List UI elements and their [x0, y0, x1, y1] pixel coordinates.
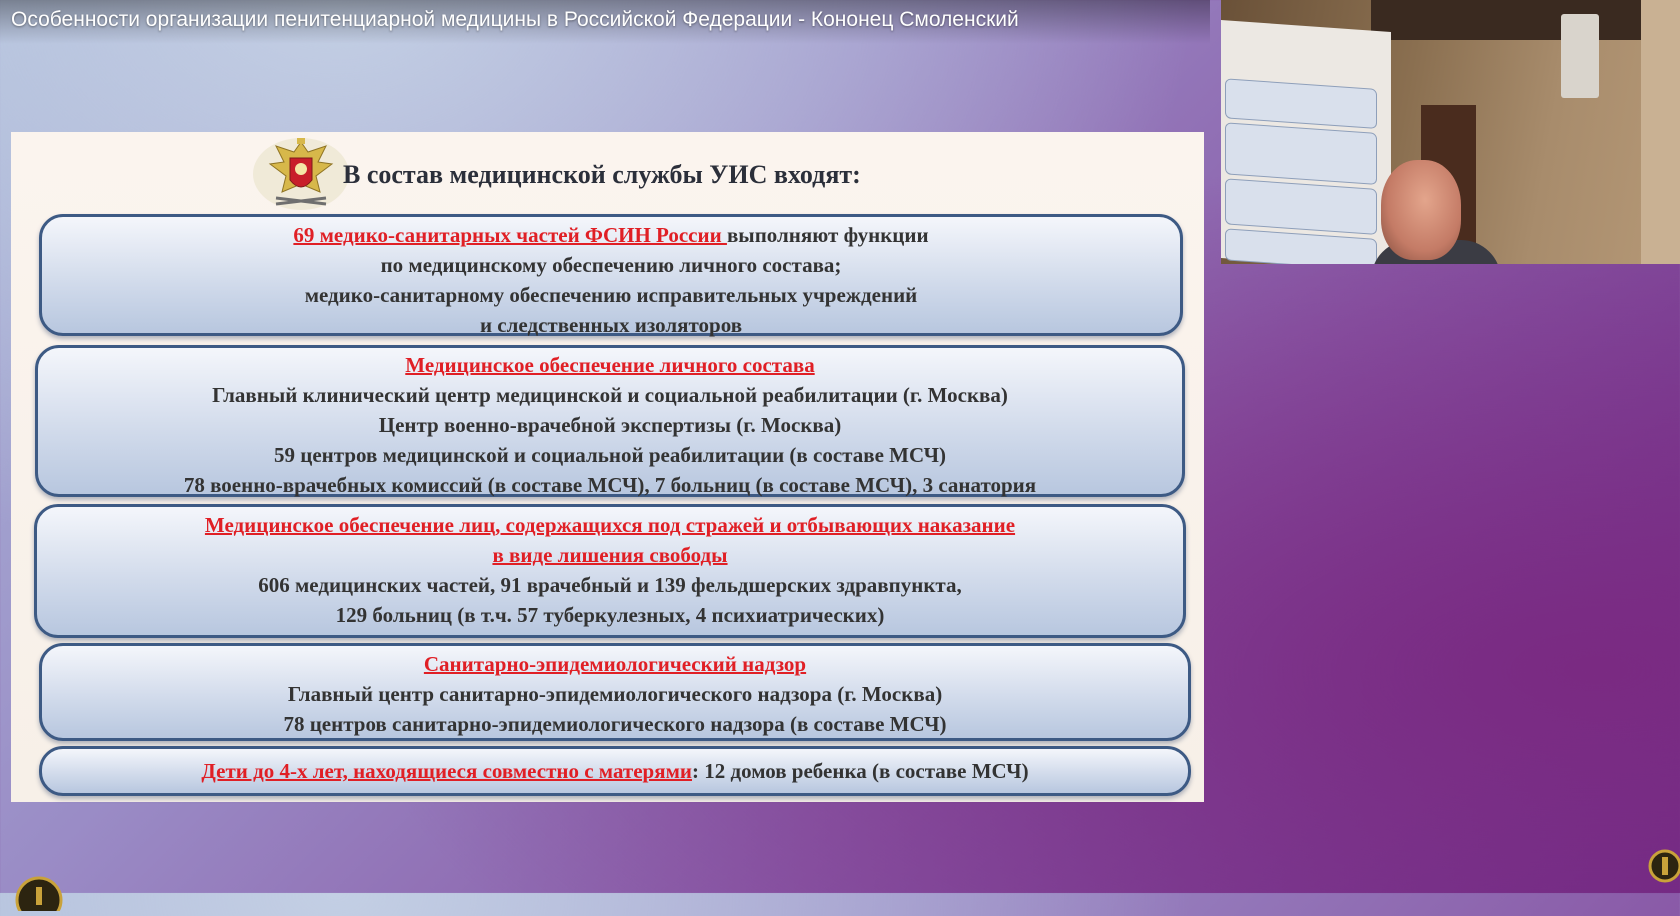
staff-medical-box	[35, 345, 1185, 497]
video-title[interactable]: Особенности организации пенитенциарной медицины в Российской Федерации - Кононец Смоленский	[11, 8, 1019, 31]
webcam-slide-box	[1225, 78, 1377, 129]
webcam-wall	[1641, 0, 1680, 264]
video-title-bar	[0, 0, 1210, 44]
sanitary-supervision-box	[39, 643, 1191, 741]
webcam-wall-speaker	[1561, 14, 1599, 98]
staff-medical-line-2: Центр военно-врачебной экспертизы (г. Москва)	[378, 413, 842, 437]
msch-line-3: медико-санитарному обеспечению исправительных учреждений	[304, 283, 918, 307]
detainee-medical-header-1: Медицинское обеспечение лиц, содержащихся под стражей и отбывающих наказание	[204, 513, 1016, 537]
msch-red-text: 69 медико-санитарных частей ФСИН России	[293, 223, 727, 247]
detainee-medical-box	[34, 504, 1186, 638]
webcam-slide-box	[1225, 228, 1377, 264]
sanitary-supervision-line-2: 78 центров санитарно-эпидемиологического надзора (в составе МСЧ)	[283, 712, 947, 736]
staff-medical-line-1: Главный клинический центр медицинской и социальной реабилитации (г. Москва)	[212, 383, 1008, 407]
msch-line-4: и следственных изоляторов	[479, 313, 743, 337]
msch-box	[39, 214, 1183, 336]
staff-medical-line-4: 78 военно-врачебных комиссий (в составе МСЧ), 7 больниц (в составе МСЧ), 3 санатория	[183, 473, 1037, 497]
webcam-speaker-head	[1381, 160, 1461, 260]
webcam-slide-box	[1225, 122, 1377, 185]
children-line	[42, 756, 1188, 786]
speaker-webcam-feed	[1221, 0, 1680, 264]
staff-medical-header: Медицинское обеспечение личного состава	[405, 353, 815, 377]
msch-line-1-rest: выполняют функции	[726, 223, 929, 247]
msch-line-2: по медицинскому обеспечению личного состава;	[380, 253, 842, 277]
detainee-medical-line-2: 129 больниц (в т.ч. 57 туберкулезных, 4 психиатрических)	[335, 603, 885, 627]
channel-logo-icon	[1646, 848, 1680, 884]
presentation-slide	[11, 132, 1204, 802]
children-red-text: Дети до 4-х лет, находящиеся совместно с матерями	[201, 759, 692, 783]
fsin-eagle-emblem-icon	[246, 132, 356, 216]
webcam-screen-frame	[1371, 0, 1641, 40]
msch-line-1	[42, 220, 1180, 250]
webcam-slide-box	[1225, 178, 1377, 235]
channel-logo-icon	[14, 875, 64, 911]
detainee-medical-header-2: в виде лишения свободы	[492, 543, 728, 567]
slide-heading: В состав медицинской службы УИС входят:	[343, 160, 861, 189]
detainee-medical-line-1: 606 медицинских частей, 91 врачебный и 139 фельдшерских здравпункта,	[258, 573, 962, 597]
sanitary-supervision-header: Санитарно-эпидемиологический надзор	[423, 652, 807, 676]
staff-medical-line-3: 59 центров медицинской и социальной реабилитации (в составе МСЧ)	[273, 443, 947, 467]
sanitary-supervision-line-1: Главный центр санитарно-эпидемиологического надзора (г. Москва)	[287, 682, 943, 706]
children-rest-text: : 12 домов ребенка (в составе МСЧ)	[692, 759, 1029, 783]
children-box	[39, 746, 1191, 796]
webcam-projected-slide	[1221, 20, 1391, 264]
